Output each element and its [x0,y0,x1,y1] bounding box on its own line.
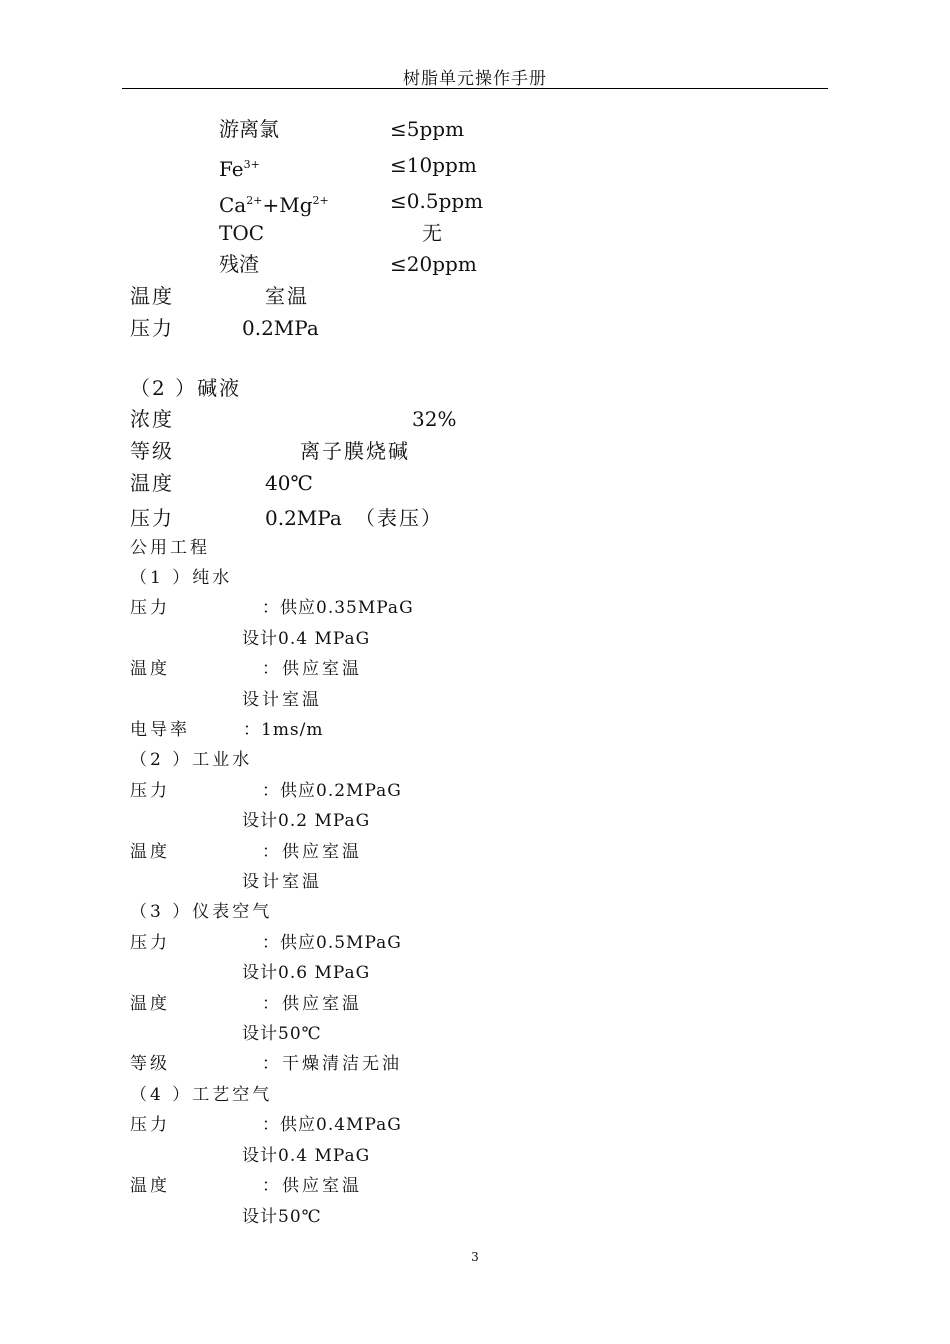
fe-superscript: 3+ [243,158,260,171]
pure-water-conductivity-label: 电导率 [130,720,190,740]
ca-base: Ca [219,193,247,217]
caustic-conc-label: 浓度 [130,407,174,431]
industrial-water-temp-label: 温度 [130,842,170,862]
pure-water-conductivity-value: ：1ms/m [243,720,324,740]
instrument-air-pressure-supply: ：供应0.5MPaG [262,933,402,953]
fe-base: Fe [219,157,244,181]
process-air-pressure-supply: ：供应0.4MPaG [262,1115,402,1135]
instrument-air-temp-design: 设计50℃ [242,1024,322,1044]
industrial-water-pressure-label: 压力 [130,781,170,801]
process-air-temp-label: 温度 [130,1176,170,1196]
process-air-pressure-design: 设计0.4 MPaG [242,1146,371,1166]
instrument-air-temp-supply: ：供应室温 [262,994,362,1014]
caustic-temp-value: 40℃ [265,471,313,495]
toc-label: TOC [219,221,265,245]
instrument-air-pressure-label: 压力 [130,933,170,953]
brine-pressure-label: 压力 [130,316,174,340]
process-air-temp-supply: ：供应室温 [262,1176,362,1196]
mg-superscript: 2+ [312,194,329,207]
ca-mg-value: ≤0.5ppm [390,189,484,213]
free-chlorine-label: 游离氯 [219,117,279,141]
instrument-air-grade-label: 等级 [130,1054,170,1074]
caustic-grade-label: 等级 [130,439,174,463]
page-number: 3 [471,1250,479,1264]
pure-water-pressure-design: 设计0.4 MPaG [242,629,371,649]
brine-pressure-value: 0.2MPa [242,316,319,340]
caustic-temp-label: 温度 [130,471,174,495]
utilities-heading: 公用工程 [130,538,210,558]
pure-water-temp-design: 设计室温 [242,690,322,710]
pure-water-temp-label: 温度 [130,659,170,679]
instrument-air-heading: （3 ）仪表空气 [130,902,273,922]
instrument-air-grade-value: ：干燥清洁无油 [262,1054,402,1074]
instrument-air-temp-label: 温度 [130,994,170,1014]
industrial-water-temp-supply: ：供应室温 [262,842,362,862]
industrial-water-heading: （2 ）工业水 [130,750,253,770]
caustic-pressure-note: （表压） [355,506,443,530]
process-air-temp-design: 设计50℃ [242,1207,322,1227]
instrument-air-pressure-design: 设计0.6 MPaG [242,963,371,983]
caustic-heading: （2 ）碱液 [130,376,242,400]
process-air-pressure-label: 压力 [130,1115,170,1135]
process-air-heading: （4 ）工艺空气 [130,1085,273,1105]
industrial-water-pressure-design: 设计0.2 MPaG [242,811,371,831]
residue-label: 残渣 [219,252,259,276]
industrial-water-temp-design: 设计室温 [242,872,322,892]
caustic-pressure-value: 0.2MPa [265,506,342,530]
pure-water-temp-supply: ：供应室温 [262,659,362,679]
brine-temp-label: 温度 [130,284,174,308]
free-chlorine-value: ≤5ppm [390,117,465,141]
residue-value: ≤20ppm [390,252,477,276]
toc-value: 无 [422,221,442,245]
brine-temp-value: 室温 [265,284,309,308]
page-header: 树脂单元操作手册 [122,64,828,89]
pure-water-pressure-label: 压力 [130,598,170,618]
caustic-conc-value: 32% [412,407,457,431]
ca-superscript: 2+ [246,194,263,207]
caustic-grade-value: 离子膜烧碱 [300,439,410,463]
mg-base: +Mg [262,193,313,217]
ca-mg-label [219,189,329,217]
fe-label [219,153,260,181]
pure-water-pressure-supply: ：供应0.35MPaG [262,598,414,618]
caustic-pressure-label: 压力 [130,506,174,530]
fe-value: ≤10ppm [390,153,477,177]
industrial-water-pressure-supply: ：供应0.2MPaG [262,781,402,801]
pure-water-heading: （1 ）纯水 [130,568,233,588]
